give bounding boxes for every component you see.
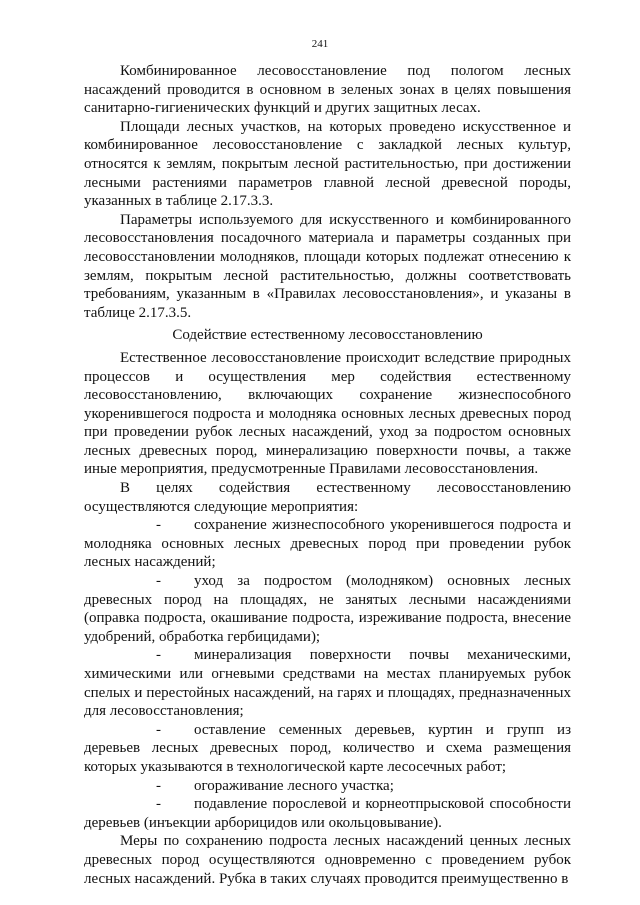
list-item bbox=[84, 777, 571, 796]
list-item bbox=[84, 516, 571, 572]
list-item-text: уход за подростом (молодняком) основных лесных древесных пород на площадях, не занятых лесными насаждениями (оправка подроста, окашивание подроста, изреживание подроста, внесение удобрений, обработка гербицидами); bbox=[84, 573, 571, 645]
paragraph-closing: Меры по сохранению подроста лесных насаждений ценных лесных древесных пород осуществляются одновременно с проведением рубок лесных насаждений. Рубка в таких случаях проводится преимущественно в bbox=[84, 833, 571, 887]
paragraph-combined-reforestation: Комбинированное лесовосстановление под пологом лесных насаждений проводится в основном в зеленых зонах в целях повышения санитарно-гигиенических функций и других защитных лесах. bbox=[84, 63, 571, 117]
list-dash: - bbox=[156, 777, 161, 794]
section-heading: Содействие естественному лесовосстановлению bbox=[172, 327, 483, 344]
list-dash: - bbox=[156, 573, 161, 590]
page-number: 241 bbox=[311, 38, 329, 50]
list-item bbox=[84, 795, 571, 832]
list-item-text: сохранение жизнеспособного укоренившегося подроста и молодняка основных лесных древесных пород при проведении рубок лесных насаждений; bbox=[84, 517, 571, 571]
list-item-text: огораживание лесного участка; bbox=[194, 777, 394, 794]
page-content bbox=[84, 62, 571, 888]
list-item-text: оставление семенных деревьев, куртин и групп из деревьев лесных древесных пород, количество и схема размещения которых указываются в технологической карте лесосечных работ; bbox=[84, 721, 571, 775]
list-item bbox=[84, 572, 571, 646]
list-dash: - bbox=[156, 647, 161, 664]
paragraph-land-areas: Площади лесных участков, на которых проведено искусственное и комбинированное лесовосстановление с закладкой лесных культур, относятся к землям, покрытым лесной растительностью, при достижении лесными растениями параметров главной лесной древесной породы, указанных в таблице 2.17.3.3. bbox=[84, 118, 571, 210]
list-dash: - bbox=[156, 721, 161, 738]
list-item-text: минерализация поверхности почвы механическими, химическими или огневыми средствами на местах планируемых рубок спелых и перестойных насаждений, на гарях и площадях, предназначенных для лесовосстановления; bbox=[84, 647, 571, 720]
list-item bbox=[84, 721, 571, 777]
paragraph-measures-intro: В целях содействия естественному лесовосстановлению осуществляются следующие мероприятия: bbox=[84, 480, 571, 515]
list-item-text: подавление порослевой и корнеотпрысковой способности деревьев (инъекции арборицидов или окольцовывание). bbox=[84, 796, 571, 831]
list-dash: - bbox=[156, 796, 161, 813]
paragraph-natural-reforestation: Естественное лесовосстановление происходит вследствие природных процессов и осуществления мер содействия естественному лесовосстановлению, включающих сохранение жизнеспособного укоренившегося подроста и молодняка основных лесных древесных пород при проведении рубок лесных насаждений, уход за подростом основных лесных древесных пород, минерализацию поверхности почвы, а также иные мероприятия, предусмотренные Правилами лесовосстановления. bbox=[84, 349, 571, 478]
paragraph-planting-parameters: Параметры используемого для искусственного и комбинированного лесовосстановления посадочного материала и параметры созданных при лесовосстановлении молодняков, площади которых подлежат отнесению к землям, покрытым лесной растительностью, должны соответствовать требованиям, указанным в «Правилах лесовосстановления», и указаны в таблице 2.17.3.5. bbox=[84, 211, 571, 321]
list-dash: - bbox=[156, 517, 161, 534]
list-item bbox=[84, 646, 571, 720]
